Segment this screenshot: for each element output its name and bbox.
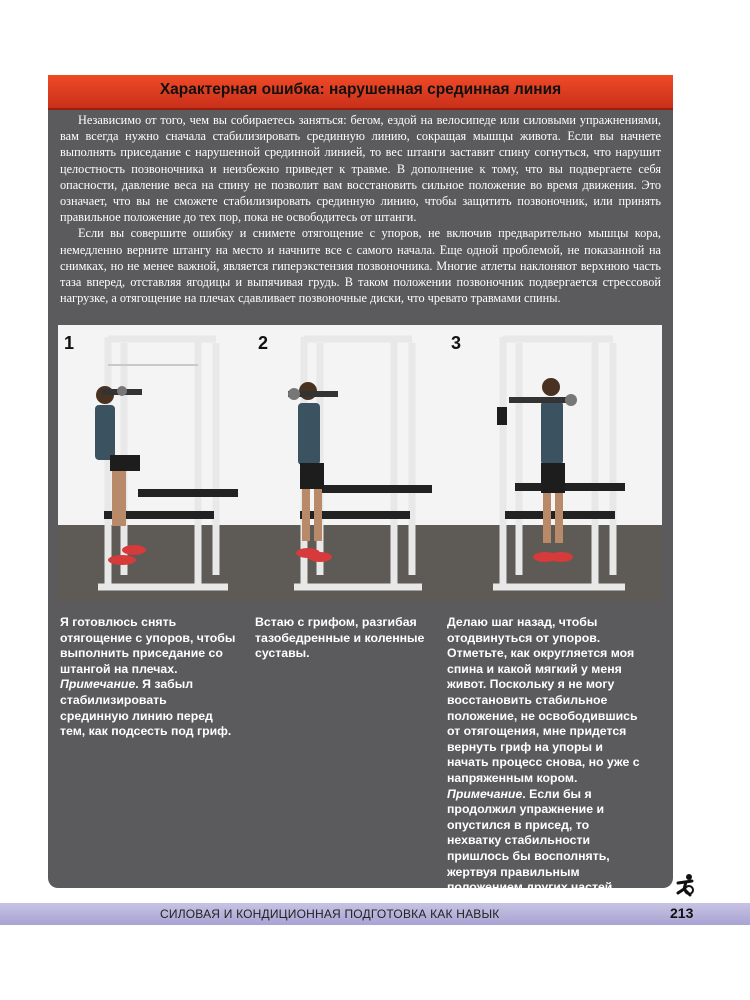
footer-title: СИЛОВАЯ И КОНДИЦИОННАЯ ПОДГОТОВКА КАК НАВЫК <box>160 907 500 921</box>
caption-2 <box>255 615 431 662</box>
athlete-logo-icon <box>674 873 696 897</box>
box-header <box>48 75 673 110</box>
photo-number-3: 3 <box>451 333 462 353</box>
caption-3-text-b: . Если бы я продолжил упражнение и опустился в присед, то нехватку стабильности пришлось бы восполнять, жертвуя правильным положением других частей целому букету травм. <box>447 786 613 941</box>
caption-1-text-b: . Я забыл стабилизировать срединную линию перед тем, как подсесть под гриф. <box>60 677 232 739</box>
caption-3-text-a: Делаю шаг назад, чтобы отодвинуться от упоров. Отметьте, как округляется моя спина и какой мягкий у меня живот. Поскольку я не могу восстановить стабильное положение, не освободившись от отягощения, мне придется вернуть гриф на упоры и начать процесс снова, но уже с напряженным кором. <box>447 615 640 785</box>
paragraph-2: Если вы совершите ошибку и снимете отягощение с упоров, не включив предварительно мышцы кора, немедленно верните штангу на место и начните все с самого начала. Еще одной проблемой, не показанной на снимках, но не менее важной, является гиперэкстензия позвоночника. Многие атлеты наклоняют верхнюю часть таза вперед, отставляя ягодицы и выпячивая грудь. В таком положении позвоночник подвергается стрессовой нагрузке, а отягощение на плечах сдавливает позвоночные диски, что чревато травмами спины. <box>60 226 661 306</box>
photo-1-illustration <box>58 325 252 601</box>
caption-2-text: Встаю с грифом, разгибая тазобедренные и коленные суставы. <box>255 615 425 661</box>
photo-2-illustration <box>252 325 445 601</box>
photo-number-2: 2 <box>258 333 269 353</box>
caption-1-note: Примечание <box>60 677 136 692</box>
box-title: Характерная ошибка: нарушенная срединная линия <box>159 81 562 98</box>
photo-number-1: 1 <box>64 333 75 353</box>
caption-3 <box>447 615 640 942</box>
body-text <box>60 112 661 306</box>
photo-strip <box>58 325 662 601</box>
paragraph-1: Независимо от того, чем вы собираетесь заняться: бегом, ездой на велосипеде или силовыми упражнениями, вам всегда нужно сначала стабилизировать срединную линию, сокращая мышцы живота. Если вы начнете выполнять приседание с нарушенной срединной линией, то вес штанги заставит спину согнуться, что нарушит целостность позвоночника и неизбежно приведет к травме. В дополнение к тому, что вы подвергаете себя опасности, давление веса на спину не позволит вам восстановить сильное положение во время движения. Это означает, что вы не сможете стабилизировать срединную линию, чтобы защитить позвоночник, или принять правильное положение до тех пор, пока не освободитесь от штанги. <box>60 113 661 225</box>
photo-panel-2 <box>252 325 445 601</box>
photo-panel-1 <box>58 325 252 601</box>
caption-3-note: Примечание <box>447 786 523 801</box>
page-number: 213 <box>670 905 694 921</box>
caption-1 <box>60 615 238 740</box>
caption-1-text-a: Я готовлюсь снять отягощение с упоров, чтобы выполнить приседание со штангой на плечах. <box>60 615 236 676</box>
photo-panel-3 <box>445 325 662 601</box>
photo-3-illustration <box>445 325 662 601</box>
